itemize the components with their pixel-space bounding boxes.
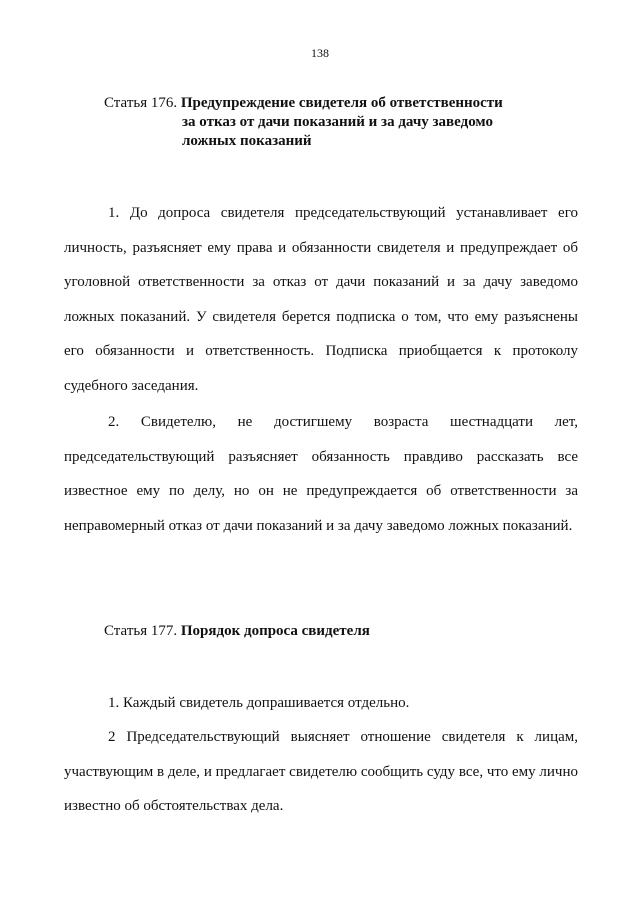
article-176-heading (104, 94, 503, 151)
article-177-paragraph-2: 2 Председательствующий выясняет отношение свидетеля к лицам, участвующим в деле, и предлагает свидетелю сообщить суду все, что ему лично известно об обстоятельствах дела. (64, 729, 578, 814)
article-176-title-line2: за отказ от дачи показаний и за дачу заведомо (182, 114, 493, 130)
article-176-heading-line1 (104, 94, 503, 113)
page-number: 138 (311, 46, 329, 60)
article-176-paragraph-2: 2. Свидетелю, не достигшему возраста шестнадцати лет, председательствующий разъясняет обязанность правдиво рассказать все известное ему по делу, но он не предупреждается об ответственности за неправомерный отказ от дачи показаний и за дачу заведомо ложных показаний. (64, 414, 578, 534)
article-177-paragraph-1: 1. Каждый свидетель допрашивается отдельно. (108, 695, 410, 711)
article-176-paragraph-1: 1. До допроса свидетеля председательствующий устанавливает его личность, разъясняет ему права и обязанности свидетеля и предупреждает об уголовной ответственности за отказ от дачи показаний и за дачу заведомо ложных показаний. У свидетеля берется подписка о том, что ему разъяснены его обязанности и ответственность. Подписка приобщается к протоколу судебного заседания. (64, 205, 578, 394)
article-176-title-line1: Предупреждение свидетеля об ответственности (180, 95, 503, 111)
article-176-title-line3: ложных показаний (182, 133, 312, 149)
article-176-number: Статья 176. (104, 95, 178, 111)
article-177-title: Порядок допроса свидетеля (180, 623, 370, 639)
article-177-heading (104, 622, 370, 641)
article-177-number: Статья 177. (104, 623, 178, 639)
